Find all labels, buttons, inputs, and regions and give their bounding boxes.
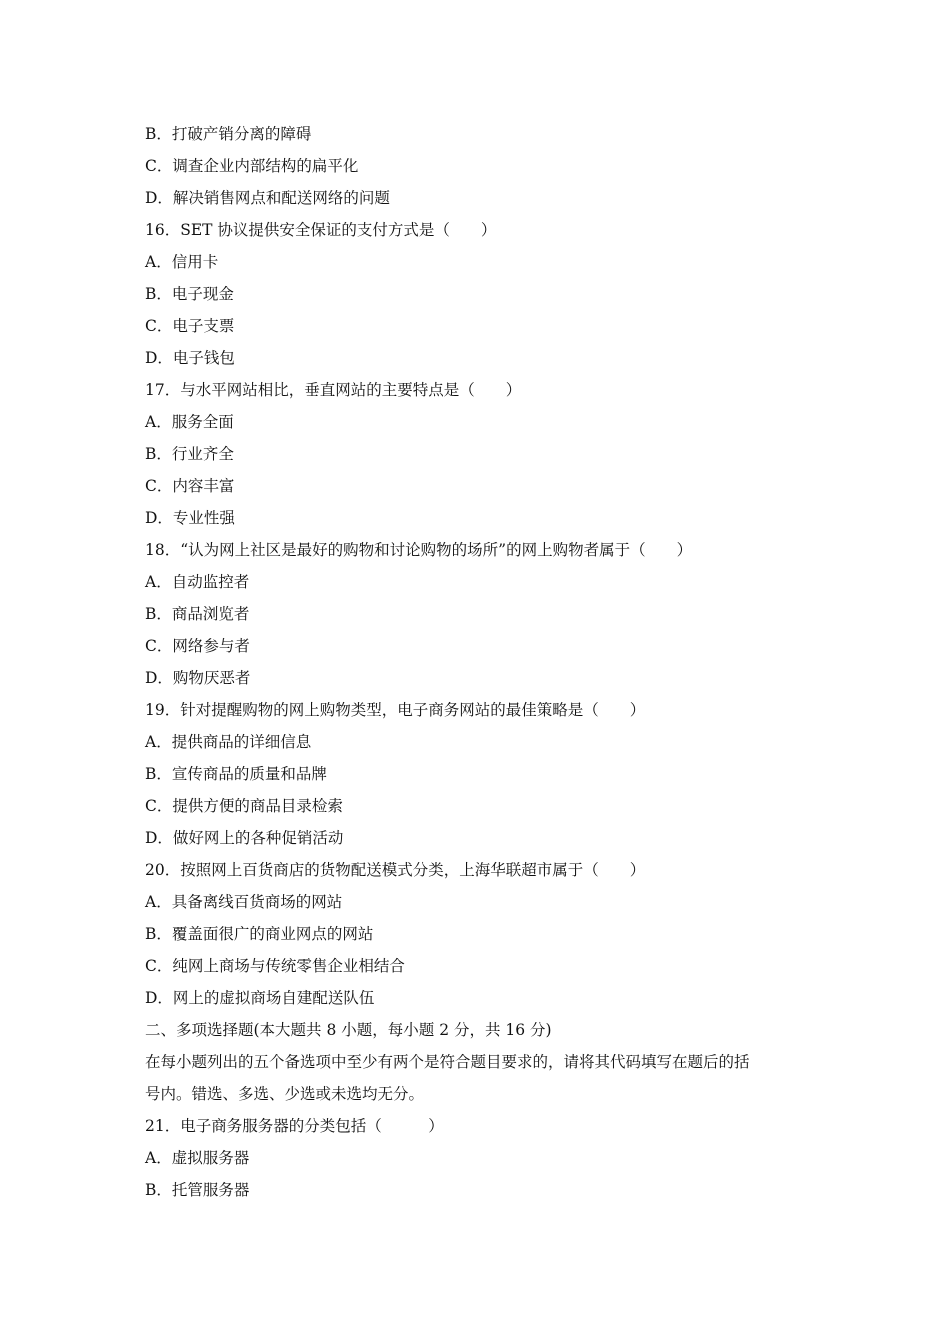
question-17: 17．与水平网站相比，垂直网站的主要特点是（ ） <box>145 381 522 399</box>
option-a-q19: A．提供商品的详细信息 <box>145 733 312 751</box>
question-18: 18．“认为网上社区是最好的购物和讨论购物的场所”的网上购物者属于（ ） <box>145 541 693 559</box>
question-19: 19．针对提醒购物的网上购物类型，电子商务网站的最佳策略是（ ） <box>145 701 646 719</box>
option-b-q16: B．电子现金 <box>145 285 234 303</box>
section-instructions-line-2: 号内。错选、多选、少选或未选均无分。 <box>145 1085 425 1103</box>
option-c-q15: C．调查企业内部结构的扁平化 <box>145 157 359 175</box>
option-b-q21: B．托管服务器 <box>145 1181 250 1199</box>
option-a-q21: A．虚拟服务器 <box>145 1149 250 1167</box>
option-b-q18: B．商品浏览者 <box>145 605 250 623</box>
option-b-q20: B．覆盖面很广的商业网点的网站 <box>145 925 374 943</box>
option-b-q17: B．行业齐全 <box>145 445 234 463</box>
exam-page <box>145 118 815 1206</box>
section-instructions-line-1: 在每小题列出的五个备选项中至少有两个是符合题目要求的，请将其代码填写在题后的括 <box>145 1053 750 1071</box>
option-a-q18: A．自动监控者 <box>145 573 250 591</box>
option-c-q17: C．内容丰富 <box>145 477 235 495</box>
option-a-q16: A．信用卡 <box>145 253 219 271</box>
option-d-q17: D．专业性强 <box>145 509 235 527</box>
question-16: 16．SET 协议提供安全保证的支付方式是（ ） <box>145 221 497 239</box>
option-b-q15: B．打破产销分离的障碍 <box>145 125 312 143</box>
option-d-q15: D．解决销售网点和配送网络的问题 <box>145 189 390 207</box>
option-c-q19: C．提供方便的商品目录检索 <box>145 797 343 815</box>
question-20: 20．按照网上百货商店的货物配送模式分类，上海华联超市属于（ ） <box>145 861 646 879</box>
question-21: 21．电子商务服务器的分类包括（ ） <box>145 1117 444 1135</box>
section-heading: 二、多项选择题(本大题共 8 小题，每小题 2 分，共 16 分) <box>145 1021 552 1039</box>
option-d-q19: D．做好网上的各种促销活动 <box>145 829 344 847</box>
option-d-q16: D．电子钱包 <box>145 349 235 367</box>
option-b-q19: B．宣传商品的质量和品牌 <box>145 765 327 783</box>
option-c-q20: C．纯网上商场与传统零售企业相结合 <box>145 957 405 975</box>
option-c-q18: C．网络参与者 <box>145 637 250 655</box>
option-a-q20: A．具备离线百货商场的网站 <box>145 893 343 911</box>
option-d-q20: D．网上的虚拟商场自建配送队伍 <box>145 989 375 1007</box>
option-a-q17: A．服务全面 <box>145 413 234 431</box>
option-d-q18: D．购物厌恶者 <box>145 669 251 687</box>
option-c-q16: C．电子支票 <box>145 317 235 335</box>
